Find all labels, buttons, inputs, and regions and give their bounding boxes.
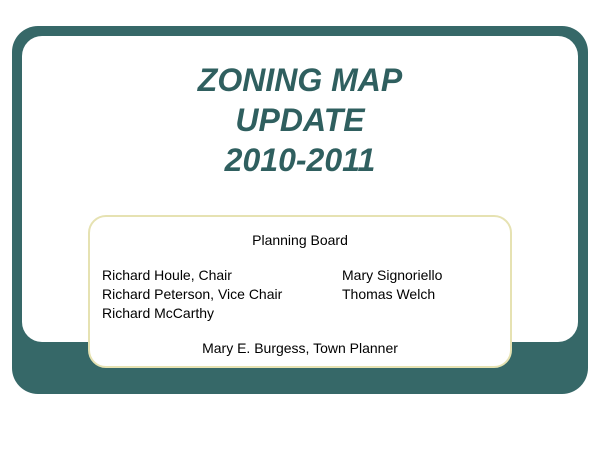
members-left-column <box>102 266 282 323</box>
title-line: 2010-2011 <box>224 142 376 178</box>
board-member: Richard Houle, Chair <box>102 267 232 283</box>
board-heading: Planning Board <box>252 232 348 248</box>
board-member: Mary Signoriello <box>342 267 443 283</box>
board-member: Richard Peterson, Vice Chair <box>102 286 283 302</box>
members-right-column <box>342 266 442 304</box>
title-line: UPDATE <box>235 102 365 138</box>
title-line: ZONING MAP <box>197 62 403 98</box>
board-member: Thomas Welch <box>342 286 436 302</box>
board-member: Richard McCarthy <box>102 305 215 321</box>
town-planner: Mary E. Burgess, Town Planner <box>202 340 398 356</box>
info-box <box>88 215 512 368</box>
slide-title <box>22 60 578 180</box>
